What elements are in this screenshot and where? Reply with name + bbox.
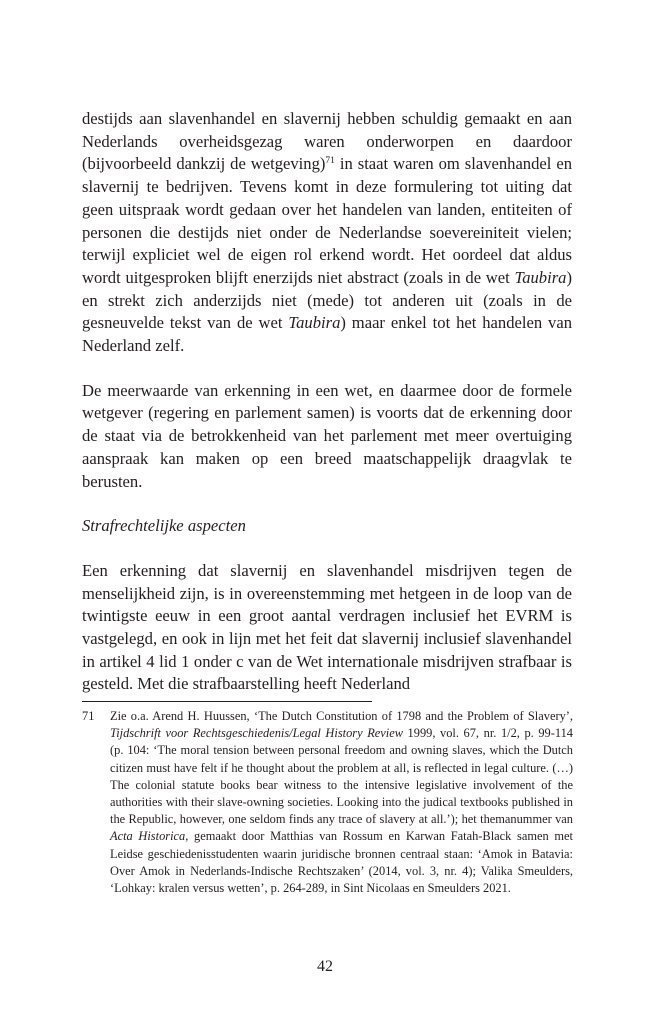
paragraph-2: De meerwaarde van erkenning in een wet, en daarmee door de formele wetgever (regering en parlement samen) is voorts dat de erkenning door de staat via de betrokkenheid van het parlement met meer overtuiging aanspraak kan maken op een breed maatschappelijk draagvlak te berusten. (82, 380, 572, 491)
footnote-text-a: Zie o.a. Arend H. Huussen, ‘The Dutch Constitution of 1798 and the Problem of Slavery’, (110, 709, 573, 723)
footnote-text (110, 708, 573, 897)
paragraph-1 (82, 108, 572, 358)
footnote-italic-journal: Tijdschrift voor Rechtsgeschiedenis/Legal History Review (110, 726, 403, 741)
footnote-reference[interactable]: 71 (325, 156, 335, 167)
footnote-number: 71 (82, 709, 95, 723)
footnote-text-e: , gemaakt door Matthias van Rossum en Karwan Fatah-Black samen met Leidse geschiedenisstudenten waarin juridische bronnen centraal staan: ‘Amok in Batavia: Over Amok in Nederlands-Indische Rechtszaken’ (2014, vol. 3, nr. 4); Valika Smeulders, ‘Lohkay: kralen versus wetten’, p. 264-289, in Sint Nicolaas en Smeulders 2021. (110, 829, 573, 896)
footnote-text-c: 1999, vol. 67, nr. 1/2, p. 99-114 (p. 104: ‘The moral tension between personal freedom and owning slaves, which the Dutch citizen must have felt if he thought about the problem at all, is reflected in legal culture. (…) The colonial statute books bear witness to the intensive legislative involvement of the authorities with their slave-owning societies. Looking into the judical textbooks published in the Republic, however, one seldom finds any trace of slavery at all.’); het themanummer van (110, 726, 573, 827)
footnote (82, 708, 573, 897)
paragraph-1-text-f: ) maar enkel tot het handelen van Nederland zelf. (82, 313, 572, 356)
paragraph-1-text-b: in staat waren om slavenhandel en slavernij te bedrijven. Tevens komt in deze formulering tot uiting dat geen uitspraak wordt gedaan over het handelen van landen, entiteiten of personen die destijds niet onder de Nederlandse soevereiniteit vielen; terwijl expliciet wel de eigen rol erkend wordt. Het oordeel dat aldus wordt uitgesproken blijft enerzijds niet abstract (zoals in de wet (82, 154, 572, 287)
main-text (82, 108, 572, 696)
paragraph-1-text-d: ) en strekt zich anderzijds niet (mede) tot anderen uit (zoals in de gesneuvelde tekst van de wet (82, 267, 572, 333)
section-heading: Strafrechtelijke aspecten (82, 516, 246, 536)
page-number: 42 (317, 958, 333, 975)
paragraph-3: Een erkenning dat slavernij en slavenhandel misdrijven tegen de menselijkheid zijn, is in overeenstemming met hetgeen in de loop van de twintigste eeuw in een groot aantal verdragen inclusief het EVRM is vastgelegd, en ook in lijn met het feit dat slavernij inclusief slavenhandel in artikel 4 lid 1 onder c van de Wet internationale misdrijven strafbaar is gesteld. Met die strafbaarstelling heeft Nederland (82, 560, 572, 694)
paragraph-1-text-a: destijds aan slavenhandel en slavernij hebben schuldig gemaakt en aan Nederlands overheidsgezag waren onderworpen en daardoor (bijvoorbeeld dankzij de wetgeving) (82, 109, 572, 174)
paragraph-1-italic-2: Taubira (288, 313, 341, 333)
footnote-divider (82, 701, 372, 702)
paragraph-1-italic-1: Taubira (514, 267, 567, 287)
footnote-italic-acta: Acta Historica (110, 829, 186, 844)
